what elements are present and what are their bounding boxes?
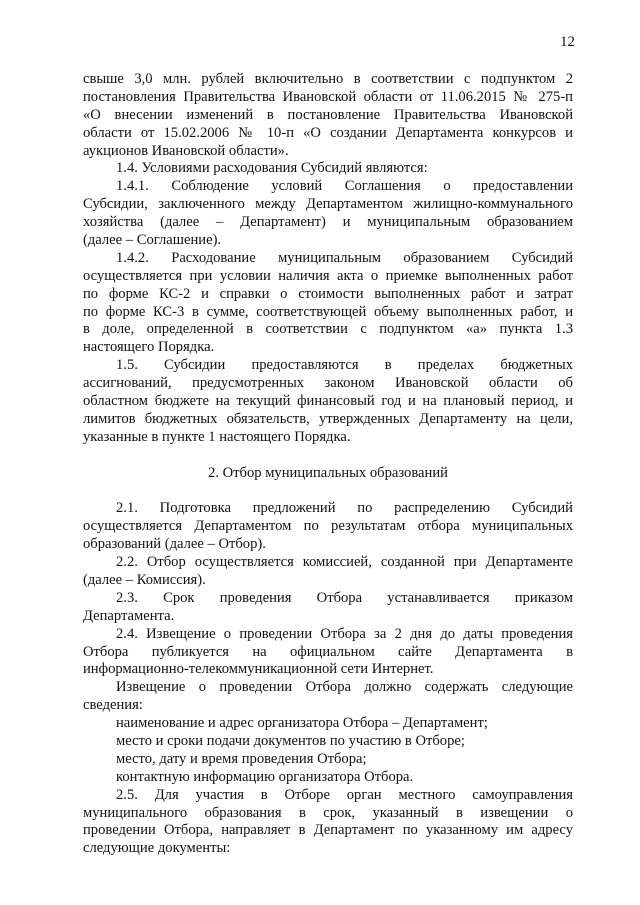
text-line: (далее – Комиссия). xyxy=(83,571,206,588)
text-line: Извещение о проведении Отбора должно содержать следующие xyxy=(116,679,573,696)
text-line: следующие документы: xyxy=(83,840,231,857)
text-line: 1.4.1. Соблюдение условий Соглашения о предоставлении xyxy=(116,178,573,195)
text-line: хозяйства (далее – Департамент) и муниципальным образованием xyxy=(83,214,573,231)
text-line: Департамента. xyxy=(83,607,175,624)
text-line: 2.4. Извещение о проведении Отбора за 2 дня до даты проведения xyxy=(116,625,573,642)
text-line: аукционов Ивановской области». xyxy=(83,142,289,159)
list-item: наименование и адрес организатора Отбора – Департамент; xyxy=(116,715,488,732)
text-line: муниципального образования в срок, указанный в извещении о xyxy=(83,804,573,821)
text-line: лимитов бюджетных обязательств, утвержденных Департаменту на цели, xyxy=(83,410,573,427)
text-line: «О внесении изменений в постановление Правительства Ивановской xyxy=(83,106,573,123)
text-line: области от 15.02.2006 № 10-п «О создании Департамента конкурсов и xyxy=(83,124,573,141)
text-line: ассигнований, предусмотренных законом Ивановской области об xyxy=(83,375,573,392)
text-line: осуществляется Департаментом по результатам отбора муниципальных xyxy=(83,518,573,535)
text-line: 1.5. Субсидии предоставляются в пределах бюджетных xyxy=(116,357,573,374)
document-body xyxy=(83,71,573,858)
text-line: информационно-телекоммуникационной сети Интернет. xyxy=(83,661,434,678)
text-line: 2.5. Для участия в Отборе орган местного самоуправления xyxy=(116,786,573,803)
page-number: 12 xyxy=(560,34,575,50)
text-line: 1.4.2. Расходование муниципальным образованием Субсидий xyxy=(116,249,573,266)
text-line: по форме КС-2 и справки о стоимости выполненных работ и затрат xyxy=(83,285,573,302)
list-item: контактную информацию организатора Отбора. xyxy=(116,768,414,785)
text-line: проведении Отбора, направляет в Департамент по указанному им адресу xyxy=(83,822,573,839)
text-line: свыше 3,0 млн. рублей включительно в соответствии с подпунктом 2 xyxy=(83,71,573,87)
blank-line xyxy=(83,482,573,500)
text-line: по форме КС-3 в сумме, соответствующей объему выполненных работ, и xyxy=(83,303,573,320)
text-line: сведения: xyxy=(83,697,143,714)
text-line: 2.3. Срок проведения Отбора устанавливается приказом xyxy=(116,589,573,606)
text-line: образований (далее – Отбор). xyxy=(83,536,266,553)
text-line: указанные в пункте 1 настоящего Порядка. xyxy=(83,428,351,445)
list-item: место и сроки подачи документов по участию в Отборе; xyxy=(116,732,465,749)
text-line: настоящего Порядка. xyxy=(83,339,215,356)
text-line: постановления Правительства Ивановской области от 11.06.2015 № 275-п xyxy=(83,88,573,105)
list-item: место, дату и время проведения Отбора; xyxy=(116,750,367,767)
text-line: Субсидии, заключенного между Департаментом жилищно-коммунального xyxy=(83,196,573,213)
blank-line xyxy=(83,447,573,465)
text-line: областном бюджете на текущий финансовый год и на плановый период, и xyxy=(83,393,573,410)
text-line: 1.4. Условиями расходования Субсидий являются: xyxy=(116,160,428,177)
text-line: 2.1. Подготовка предложений по распределению Субсидий xyxy=(116,500,573,517)
text-line: в доле, определенной в соответствии с подпунктом «а» пункта 1.3 xyxy=(83,321,573,338)
text-line: 2.2. Отбор осуществляется комиссией, созданной при Департаменте xyxy=(116,554,573,571)
text-line: (далее – Соглашение). xyxy=(83,232,222,249)
section-heading: 2. Отбор муниципальных образований xyxy=(208,464,448,481)
text-line: Отбора публикуется на официальном сайте Департамента в xyxy=(83,643,573,660)
text-line: осуществляется при условии наличия акта о приемке выполненных работ xyxy=(83,267,573,284)
